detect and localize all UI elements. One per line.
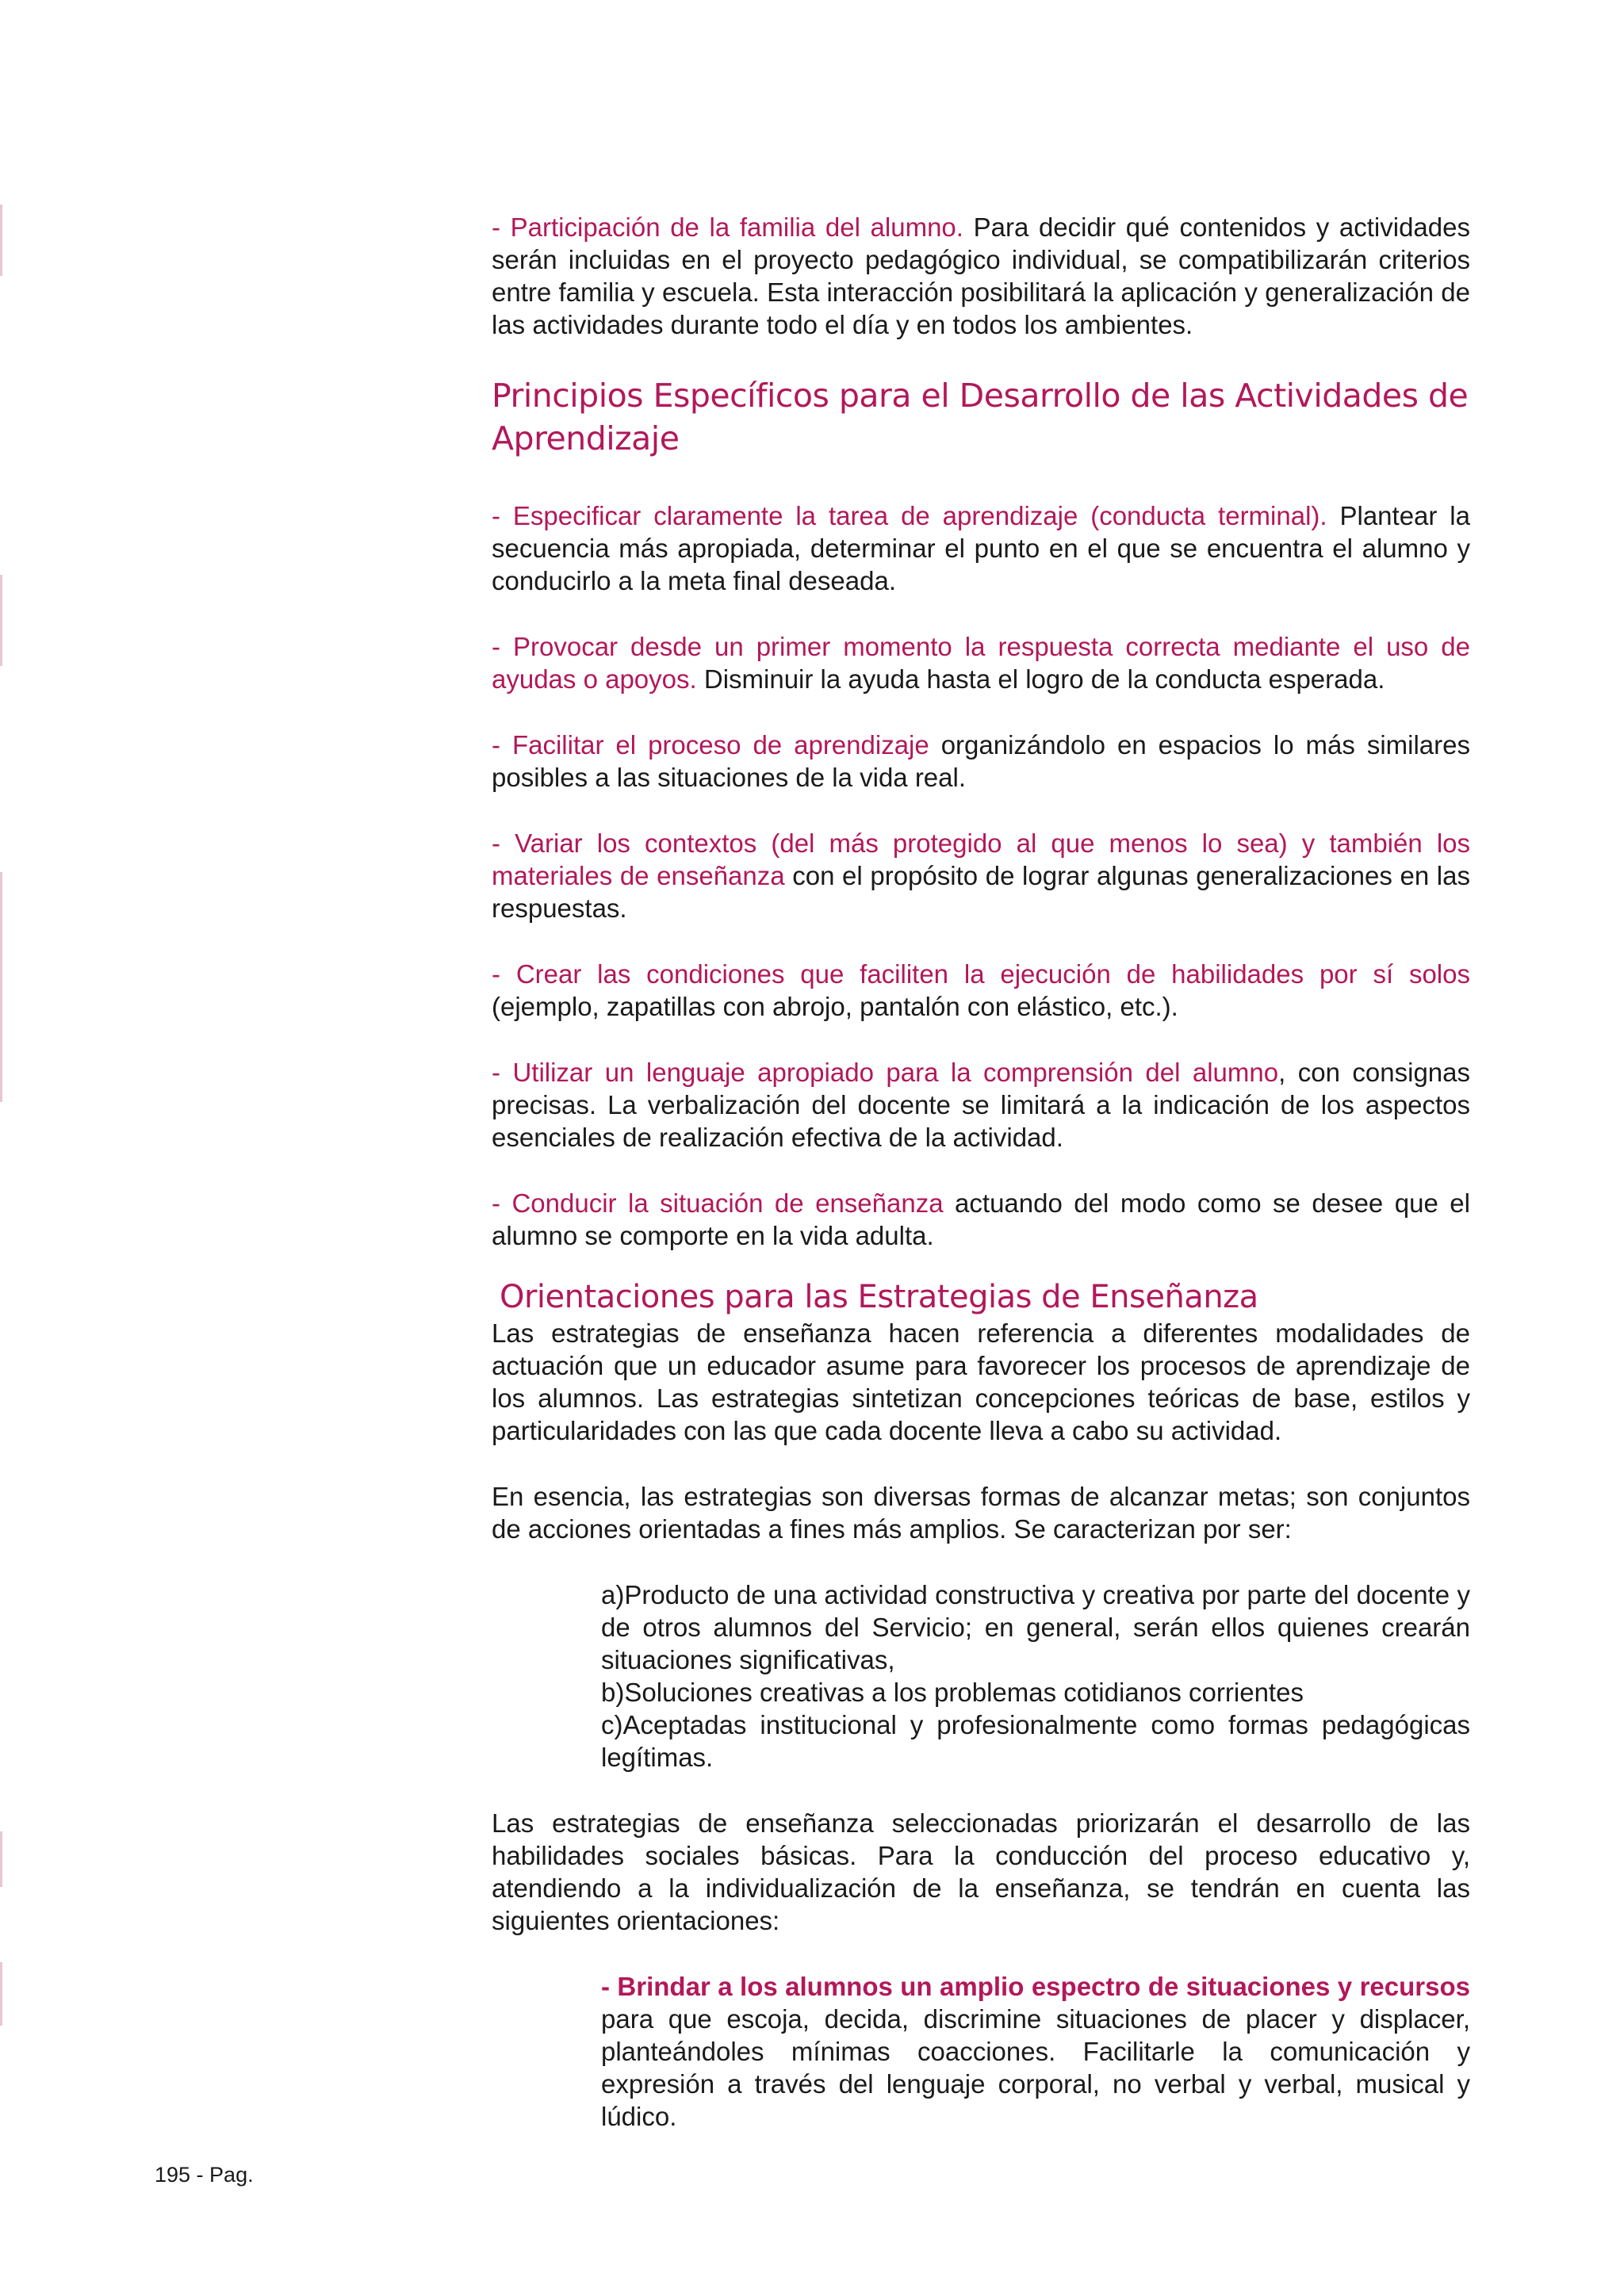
highlight-text: - Utilizar un lenguaje apropiado para la comprensión del alumno: [492, 1058, 1279, 1087]
section-heading-orientations: Orientaciones para las Estrategias de Enseñanza: [500, 1279, 1258, 1315]
page-content: [492, 211, 1470, 2166]
section-heading-principles: Principios Específicos para el Desarrollo de las Actividades de Aprendizaje: [492, 377, 1469, 457]
margin-mark: [0, 205, 2, 276]
highlight-text: - Facilitar el proceso de aprendizaje: [492, 730, 929, 760]
highlight-text: - Variar los contextos (del más protegido al que menos lo sea) y también los materiales de enseñanza: [492, 828, 1470, 890]
margin-mark: [0, 575, 2, 666]
orientation-item-paragraph: [601, 1970, 1470, 2133]
page-number: 195 - Pag.: [155, 2163, 254, 2187]
highlight-text: - Especificar claramente la tarea de aprendizaje (conducta terminal).: [492, 501, 1327, 530]
body-text: organizándolo en espacios lo más similares posibles a las situaciones de la vida real.: [492, 730, 1470, 792]
body-text: Disminuir la ayuda hasta el logro de la conducta esperada.: [696, 664, 1385, 694]
principle-paragraph: [492, 1056, 1470, 1154]
principle-paragraph: [492, 958, 1470, 1023]
highlight-text: - Crear las condiciones que faciliten la ejecución de habilidades por sí solos: [492, 959, 1470, 989]
orientations-selection-paragraph: Las estrategias de enseñanza seleccionadas priorizarán el desarrollo de las habilidades sociales básicas. Para la conducción del proceso educativo y, atendiendo a la individualización de la enseñanza, se tendrán en cuenta las siguientes orientaciones:: [492, 1808, 1470, 1935]
characteristics-list: [601, 1578, 1470, 1774]
list-item: a)Producto de una actividad constructiva y creativa por parte del docente y de otros alumnos del Servicio; en general, serán ellos quienes crearán situaciones significativas,: [601, 1580, 1470, 1674]
family-participation-paragraph: [492, 211, 1470, 341]
margin-mark: [0, 1962, 2, 2026]
margin-mark: [0, 1831, 2, 1887]
highlight-text: - Participación de la familia del alumno.: [492, 212, 963, 242]
principle-paragraph: [492, 729, 1470, 794]
list-item: b)Soluciones creativas a los problemas cotidianos corrientes: [601, 1678, 1304, 1707]
principle-paragraph: [492, 1187, 1470, 1252]
principle-paragraph: [492, 630, 1470, 695]
highlight-text: - Brindar a los alumnos un amplio espectro de situaciones y recursos: [601, 1972, 1470, 2001]
principle-paragraph: [492, 827, 1470, 924]
highlight-text: - Conducir la situación de enseñanza: [492, 1188, 944, 1218]
body-text: (ejemplo, zapatillas con abrojo, pantalón con elástico, etc.).: [492, 992, 1178, 1021]
list-item: c)Aceptadas institucional y profesionalmente como formas pedagógicas legítimas.: [601, 1710, 1470, 1772]
orientations-intro-paragraph: Las estrategias de enseñanza hacen referencia a diferentes modalidades de actuación que un educador asume para favorecer los procesos de aprendizaje de los alumnos. Las estrategias sintetizan concepciones teóricas de base, estilos y particularidades con las que cada docente lleva a cabo su actividad.: [492, 1318, 1470, 1445]
body-text: para que escoja, decida, discrimine situaciones de placer y displacer, planteándoles mínimas coacciones. Facilitarle la comunicación y expresión a través del lenguaje corporal, no verbal y verbal, musical y lúdico.: [601, 2004, 1470, 2131]
principle-paragraph: [492, 499, 1470, 597]
body-text: actuando del modo como se desee que el alumno se comporte en la vida adulta.: [492, 1188, 1470, 1250]
body-text: , con consignas precisas. La verbalización del docente se limitará a la indicación de los aspectos esenciales de realización efectiva de la actividad.: [492, 1058, 1471, 1152]
body-text: Plantear la secuencia más apropiada, determinar el punto en el que se encuentra el alumno y conducirlo a la meta final deseada.: [492, 501, 1470, 595]
body-text: con el propósito de lograr algunas generalizaciones en las respuestas.: [492, 861, 1470, 923]
body-text: Para decidir qué contenidos y actividades serán incluidas en el proyecto pedagógico individual, se compatibilizarán criterios entre familia y escuela. Esta interacción posibilitará la aplicación y generalización de las actividades durante todo el día y en todos los ambientes.: [492, 212, 1470, 339]
highlight-text: - Provocar desde un primer momento la respuesta correcta mediante el uso de ayudas o apoyos.: [492, 632, 1470, 694]
orientations-essence-paragraph: En esencia, las estrategias son diversas formas de alcanzar metas; son conjuntos de acciones orientadas a fines más amplios. Se caracterizan por ser:: [492, 1482, 1470, 1544]
margin-mark: [0, 872, 2, 1102]
